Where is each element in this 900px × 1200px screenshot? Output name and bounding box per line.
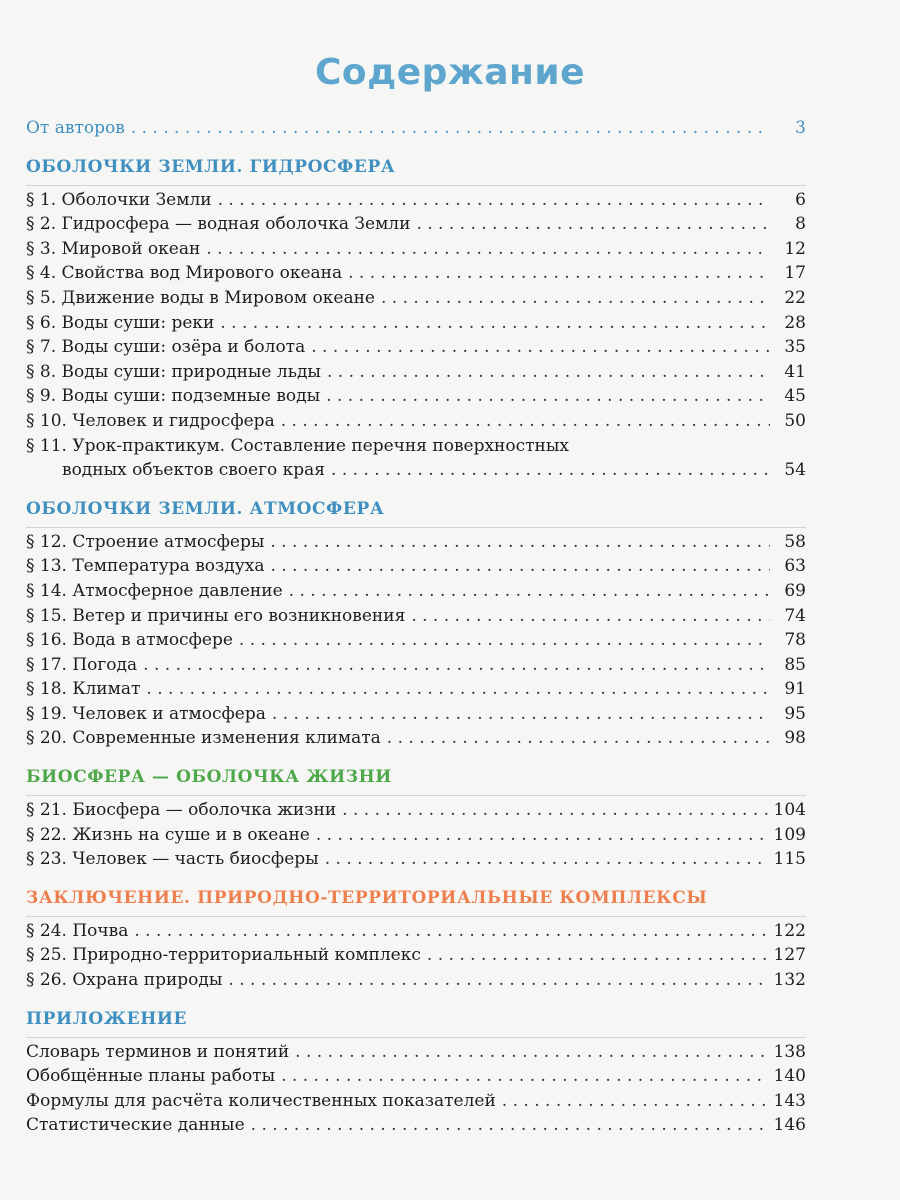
toc-page-number: 12 bbox=[784, 238, 806, 259]
toc-entry-label: § 25. Природно-территориальный комплекс bbox=[26, 945, 421, 966]
toc-entry-label: § 21. Биосфера — оболочка жизни bbox=[26, 800, 337, 821]
dot-leader bbox=[427, 943, 768, 968]
toc-row-continuation[interactable] bbox=[26, 458, 806, 483]
toc-sections bbox=[26, 155, 806, 1138]
toc-row[interactable] bbox=[26, 702, 806, 727]
dot-leader bbox=[218, 188, 770, 213]
toc-entry-label: § 16. Вода в атмосфере bbox=[26, 630, 233, 651]
toc-row[interactable] bbox=[26, 919, 806, 944]
toc-entry-label: От авторов bbox=[26, 118, 125, 138]
toc-entry-label: § 22. Жизнь на суше и в океане bbox=[26, 824, 310, 845]
toc-page-number: 58 bbox=[784, 531, 806, 552]
toc-row[interactable] bbox=[26, 1089, 806, 1114]
toc-entry-label: § 20. Современные изменения климата bbox=[26, 728, 381, 749]
toc-page-number: 54 bbox=[784, 460, 806, 481]
toc-row[interactable] bbox=[26, 968, 806, 993]
toc-entry-label: § 19. Человек и атмосфера bbox=[26, 703, 266, 724]
toc-page-number: 6 bbox=[795, 189, 806, 210]
toc-row[interactable] bbox=[26, 261, 806, 286]
page-title: Содержание bbox=[314, 52, 586, 93]
dot-leader bbox=[228, 968, 767, 993]
toc-row[interactable] bbox=[26, 530, 806, 555]
dot-leader bbox=[387, 726, 770, 751]
toc-page-number: 143 bbox=[773, 1090, 806, 1111]
toc-entry-label: § 12. Строение атмосферы bbox=[26, 531, 265, 552]
toc-page-number: 41 bbox=[784, 361, 806, 382]
toc-entry-label: § 15. Ветер и причины его возникновения bbox=[26, 605, 406, 626]
toc-entry-label: Формулы для расчёта количественных показателей bbox=[26, 1090, 496, 1111]
dot-leader bbox=[289, 579, 770, 604]
dot-leader bbox=[146, 677, 770, 702]
toc-row[interactable] bbox=[26, 237, 806, 262]
toc-entry-label: Обобщённые планы работы bbox=[26, 1066, 276, 1087]
toc-page-number: 104 bbox=[773, 800, 806, 821]
toc-row[interactable] bbox=[26, 360, 806, 385]
dot-leader bbox=[311, 335, 770, 360]
toc-row[interactable] bbox=[26, 286, 806, 311]
toc-page-number: 69 bbox=[784, 580, 806, 601]
section-divider bbox=[26, 1037, 806, 1038]
toc-row[interactable] bbox=[26, 1113, 806, 1138]
dot-leader bbox=[331, 458, 770, 483]
table-of-contents bbox=[26, 116, 806, 1138]
dot-leader bbox=[326, 384, 770, 409]
dot-leader bbox=[239, 628, 770, 653]
toc-row[interactable] bbox=[26, 1040, 806, 1065]
dot-leader bbox=[272, 702, 770, 727]
toc-page-number: 95 bbox=[784, 703, 806, 724]
dot-leader bbox=[143, 653, 770, 678]
toc-page-number: 98 bbox=[784, 728, 806, 749]
toc-intro-row[interactable] bbox=[26, 116, 806, 141]
toc-row[interactable] bbox=[26, 554, 806, 579]
toc-page-number: 78 bbox=[784, 630, 806, 651]
dot-leader bbox=[251, 1113, 768, 1138]
section-divider bbox=[26, 916, 806, 917]
dot-leader bbox=[502, 1089, 768, 1114]
section-divider bbox=[26, 527, 806, 528]
section-heading: ЗАКЛЮЧЕНИЕ. ПРИРОДНО-ТЕРРИТОРИАЛЬНЫЕ КОМПЛЕКСЫ bbox=[26, 887, 708, 908]
dot-leader bbox=[342, 798, 767, 823]
dot-leader bbox=[381, 286, 770, 311]
toc-row[interactable] bbox=[26, 943, 806, 968]
section-divider bbox=[26, 795, 806, 796]
toc-row[interactable] bbox=[26, 726, 806, 751]
dot-leader bbox=[416, 212, 770, 237]
dot-leader bbox=[206, 237, 770, 262]
toc-entry-label: § 7. Воды суши: озёра и болота bbox=[26, 337, 306, 358]
toc-page-number: 22 bbox=[784, 287, 806, 308]
toc-row[interactable] bbox=[26, 212, 806, 237]
toc-page-number: 17 bbox=[784, 263, 806, 284]
toc-row[interactable] bbox=[26, 311, 806, 336]
toc-page-number: 85 bbox=[784, 654, 806, 675]
section-heading: БИОСФЕРА — ОБОЛОЧКА ЖИЗНИ bbox=[26, 767, 392, 788]
toc-entry-label: § 24. Почва bbox=[26, 920, 129, 941]
section-heading: ОБОЛОЧКИ ЗЕМЛИ. ГИДРОСФЕРА bbox=[26, 156, 396, 177]
toc-entry-label: § 10. Человек и гидросфера bbox=[26, 410, 275, 431]
toc-row[interactable] bbox=[26, 579, 806, 604]
toc-entry-label: § 13. Температура воздуха bbox=[26, 556, 265, 577]
dot-leader bbox=[270, 554, 770, 579]
dot-leader bbox=[131, 116, 770, 141]
toc-row[interactable] bbox=[26, 677, 806, 702]
toc-page-number: 63 bbox=[784, 556, 806, 577]
toc-entry-label: § 6. Воды суши: реки bbox=[26, 312, 215, 333]
toc-page-number: 109 bbox=[773, 824, 806, 845]
toc-entry-label: § 17. Погода bbox=[26, 654, 138, 675]
dot-leader bbox=[325, 847, 768, 872]
toc-entry-label: § 2. Гидросфера — водная оболочка Земли bbox=[26, 214, 411, 235]
toc-entry-label: § 8. Воды суши: природные льды bbox=[26, 361, 321, 382]
toc-page-number: 74 bbox=[784, 605, 806, 626]
dot-leader bbox=[348, 261, 770, 286]
toc-page-number: 91 bbox=[784, 679, 806, 700]
toc-page-number: 127 bbox=[773, 945, 806, 966]
toc-page-number: 122 bbox=[773, 920, 806, 941]
toc-row[interactable] bbox=[26, 1064, 806, 1089]
section-heading: ПРИЛОЖЕНИЕ bbox=[26, 1008, 188, 1029]
toc-row[interactable] bbox=[26, 823, 806, 848]
toc-page-number: 8 bbox=[795, 214, 806, 235]
toc-entry-label: § 1. Оболочки Земли bbox=[26, 189, 212, 210]
toc-row[interactable] bbox=[26, 798, 806, 823]
dot-leader bbox=[134, 919, 767, 944]
toc-entry-label: § 5. Движение воды в Мировом океане bbox=[26, 287, 375, 308]
toc-entry-label: Статистические данные bbox=[26, 1115, 245, 1136]
toc-entry-label: § 26. Охрана природы bbox=[26, 970, 223, 991]
toc-row[interactable] bbox=[26, 434, 806, 459]
toc-row[interactable] bbox=[26, 409, 806, 434]
toc-entry-label: § 14. Атмосферное давление bbox=[26, 580, 283, 601]
toc-row[interactable] bbox=[26, 653, 806, 678]
dot-leader bbox=[281, 1064, 767, 1089]
toc-page-number: 3 bbox=[795, 118, 806, 138]
dot-leader bbox=[411, 604, 770, 629]
toc-entry-label: § 11. Урок-практикум. Составление перечня поверхностных bbox=[26, 435, 569, 456]
toc-page-number: 45 bbox=[784, 386, 806, 407]
toc-page-number: 138 bbox=[773, 1041, 806, 1062]
toc-entry-label: § 23. Человек — часть биосферы bbox=[26, 849, 319, 870]
toc-row[interactable] bbox=[26, 847, 806, 872]
dot-leader bbox=[281, 409, 770, 434]
toc-entry-label: водных объектов своего края bbox=[62, 460, 326, 481]
toc-page-number: 28 bbox=[784, 312, 806, 333]
dot-leader bbox=[316, 823, 768, 848]
toc-entry-label: Словарь терминов и понятий bbox=[26, 1041, 290, 1062]
toc-page-number: 115 bbox=[773, 849, 806, 870]
toc-page-number: 140 bbox=[773, 1066, 806, 1087]
dot-leader bbox=[270, 530, 770, 555]
toc-row[interactable] bbox=[26, 604, 806, 629]
toc-row[interactable] bbox=[26, 335, 806, 360]
toc-entry-label: § 18. Климат bbox=[26, 679, 141, 700]
toc-page-number: 132 bbox=[773, 970, 806, 991]
toc-page-number: 35 bbox=[784, 337, 806, 358]
toc-page-number: 50 bbox=[784, 410, 806, 431]
toc-row[interactable] bbox=[26, 188, 806, 213]
toc-entry-label: § 9. Воды суши: подземные воды bbox=[26, 386, 321, 407]
dot-leader bbox=[295, 1040, 767, 1065]
dot-leader bbox=[220, 311, 770, 336]
dot-leader bbox=[327, 360, 770, 385]
toc-row[interactable] bbox=[26, 628, 806, 653]
section-heading: ОБОЛОЧКИ ЗЕМЛИ. АТМОСФЕРА bbox=[26, 498, 385, 519]
section-divider bbox=[26, 185, 806, 186]
toc-page-number: 146 bbox=[773, 1115, 806, 1136]
toc-entry-label: § 3. Мировой океан bbox=[26, 238, 201, 259]
toc-row[interactable] bbox=[26, 384, 806, 409]
toc-entry-label: § 4. Свойства вод Мирового океана bbox=[26, 263, 343, 284]
